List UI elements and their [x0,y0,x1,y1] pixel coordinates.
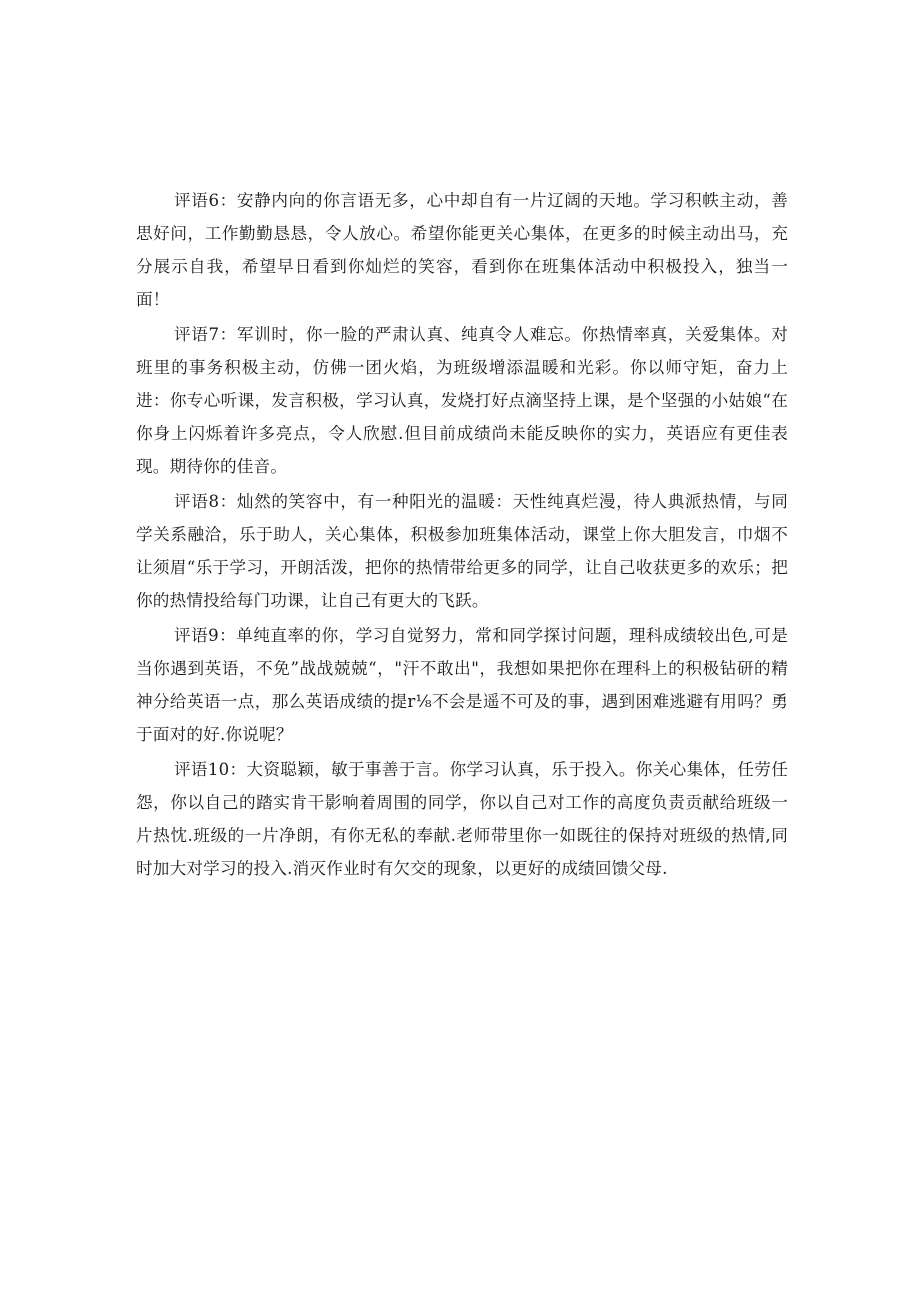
comment-paragraph-7: 评语7：军训时，你一脸的严肃认真、纯真令人难忘。你热情率真，关爱集体。对班里的事务积极主动，仿佛一团火焰，为班级增添温暖和光彩。你以师守矩，奋力上进：你专心听课，发言积极，学习认真，发烧打好点滴坚持上课，是个坚强的小姑娘“在你身上闪烁着许多亮点，令人欣慰.但目前成绩尚未能反映你的实力，英语应有更佳表现。期待你的佳音。 [136,325,788,476]
comment-paragraph-6: 评语6：安静内向的你言语无多，心中却自有一片辽阔的天地。学习积帙主动，善思好问，工作勤勤恳恳，令人放心。希望你能更关心集体，在更多的时候主动出马，充分展示自我，希望早日看到你灿烂的笑容，看到你在班集体活动中积极投入，独当一面！ [136,191,788,309]
document-body [136,184,788,885]
comment-paragraph-9: 评语9：单纯直率的你，学习自觉努力，常和同学探讨问题，理科成绩较出色,可是当你遇到英语，不免”战战兢兢“，"汗不敢出"，我想如果把你在理科上的积极钻研的精神分给英语一点，那么英语成绩的提r⅛不会是遥不可及的事，遇到困难逃避有用吗？勇于面对的好.你说呢？ [136,626,788,744]
comment-paragraph-10: 评语10：大资聪颖，敏于事善于言。你学习认真，乐于投入。你关心集体，任劳任怨，你以自己的踏实肯干影响着周围的同学，你以自己对工作的高度负责贡献给班级一片热忱.班级的一片净朗，有你无私的奉献.老师带里你一如既往的保持对班级的热情,同时加大对学习的投入.消灭作业时有欠交的现象，以更好的成绩回馈父母. [136,760,788,878]
comment-paragraph-8: 评语8：灿然的笑容中，有一种阳光的温暖：天性纯真烂漫，待人典派热情，与同学关系融洽，乐于助人，关心集体，积极参加班集体活动，课堂上你大胆发言，巾烟不让须眉“乐于学习，开朗活泼，把你的热情带给更多的同学，让自己收获更多的欢乐；把你的热情投给每门功课，让自己有更大的飞跃。 [136,492,788,610]
